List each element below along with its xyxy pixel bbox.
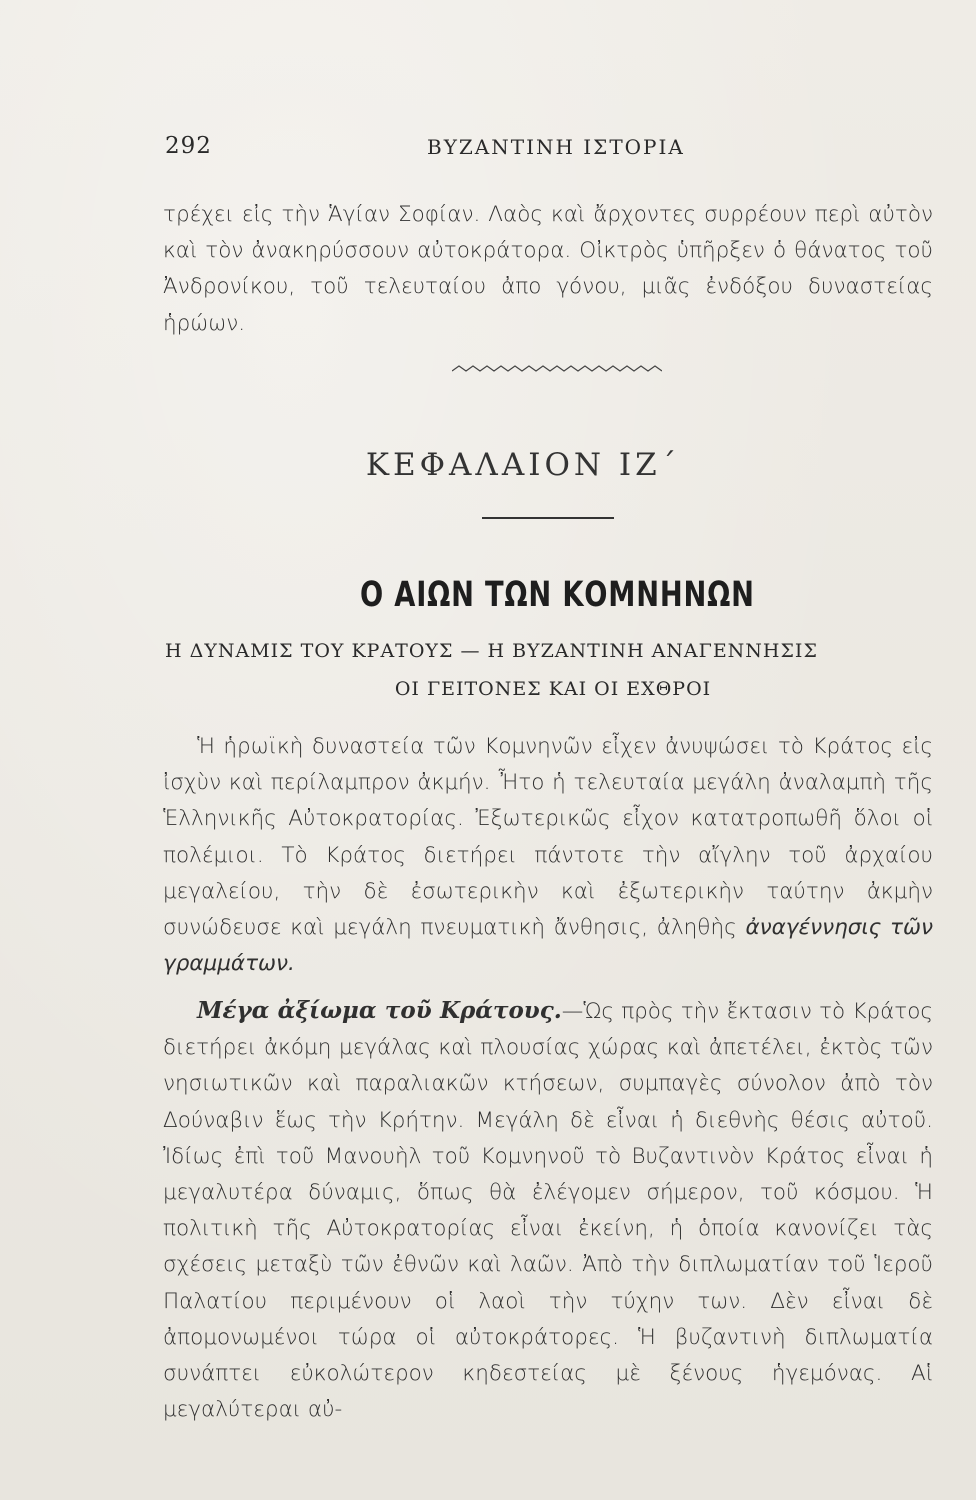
paragraph-2-text: —Ὡς πρὸς τὴν ἔκτασιν τὸ Κράτος διετήρει ἀκόμη μεγάλας καὶ πλουσίας χώρας καὶ ἀπετέλει, ἐκτὸς τῶν νησιωτικῶν καὶ παραλιακῶν κτήσεων, συμπαγὲς σύνολον ἀπὸ τὸν Δούναβιν ἕως τὴν Κρήτην. Μεγάλη δὲ εἶναι ἡ διεθνὴς θέσις αὐτοῦ. Ἰδίως ἐπὶ τοῦ Μανουὴλ τοῦ Κομνηνοῦ τὸ Βυζαντινὸν Κράτος εἶναι ἡ μεγαλυτέρα δύναμις, ὅπως θὰ ἐλέγομεν σήμερον, τοῦ κόσμου. Ἡ πολιτικὴ τῆς Αὐτοκρατορίας εἶναι ἐκείνη, ἡ ὁποία κανονίζει τὰς σχέσεις μεταξὺ τῶν ἐθνῶν καὶ λαῶν. Ἀπὸ τὴν διπλωματίαν τοῦ Ἱεροῦ Παλατίου περιμένουν οἱ λαοὶ τὴν τύχην των. Δὲν εἶναι δὲ ἀπομονωμένοι τώρα οἱ αὐτοκράτορες. Ἡ βυζαντινὴ διπλωματία συνάπτει εὐκολώτερον κηδεστείας μὲ ξένους ἡγεμόνας. Αἱ μεγαλύτεραι αὐ-: [163, 999, 933, 1423]
chapter-subtitle-line-2: ΟΙ ΓΕΙΤΟΝΕΣ ΚΑΙ ΟΙ ΕΧΘΡΟΙ: [394, 678, 712, 700]
running-head: [165, 133, 935, 173]
paragraph-2-side-heading: Μέγα ἀξίωμα τοῦ Κράτους.: [197, 997, 562, 1024]
chapter-label: ΚΕΦΑΛΑΙΟΝ ΙΖ΄: [365, 447, 681, 483]
paragraph-2: [163, 993, 933, 1428]
page-number: 292: [165, 133, 212, 159]
chapter-title: Ο ΑΙΩΝ ΤΩΝ ΚΟΜΝΗΝΩΝ: [360, 575, 755, 615]
decorative-wave-ornament: [452, 362, 662, 376]
paragraph-1-text: Ἡ ἡρωϊκὴ δυναστεία τῶν Κομνηνῶν εἶχεν ἀνυψώσει τὸ Κράτος εἰς ἰσχὺν καὶ περίλαμπρον ἀκμήν. Ἦτο ἡ τελευταία μεγάλη ἀναλαμπὴ τῆς Ἑλληνικῆς Αὐτοκρατορίας. Ἐξωτερικῶς εἶχον κατατροπωθῆ ὅλοι οἱ πολέμιοι. Τὸ Κράτος διετήρει πάντοτε τὴν αἴγλην τοῦ ἀρχαίου μεγαλείου, τὴν δὲ ἐσωτερικὴν καὶ ἐξωτερικὴν ταύτην ἀκμὴν συνώδευσε καὶ μεγάλη πνευματικὴ ἄνθησις, ἀληθὴς: [163, 734, 933, 941]
paragraph-1: [163, 729, 933, 982]
intro-paragraph: τρέχει εἰς τὴν Ἁγίαν Σοφίαν. Λαὸς καὶ ἄρχοντες συρρέουν περὶ αὐτὸν καὶ τὸν ἀνακηρύσσουν αὐτοκράτορα. Οἰκτρὸς ὑπῆρξεν ὁ θάνατος τοῦ Ἀνδρονίκου, τοῦ τελευταίου ἀπο γόνου, μιᾶς ἐνδόξου δυναστείας ἡρώων.: [163, 202, 933, 336]
chapter-rule: [482, 517, 614, 519]
chapter-subtitle-line-1: Η ΔΥΝΑΜΙΣ ΤΟΥ ΚΡΑΤΟΥΣ — Η ΒΥΖΑΝΤΙΝΗ ΑΝΑΓΕΝΝΗΣΙΣ: [165, 640, 818, 662]
paragraph-1-italic-ending: ἀναγέννησις τῶν γραμμάτων.: [163, 915, 933, 977]
running-title: ΒΥΖΑΝΤΙΝΗ ΙΣΤΟΡΙΑ: [427, 135, 685, 159]
